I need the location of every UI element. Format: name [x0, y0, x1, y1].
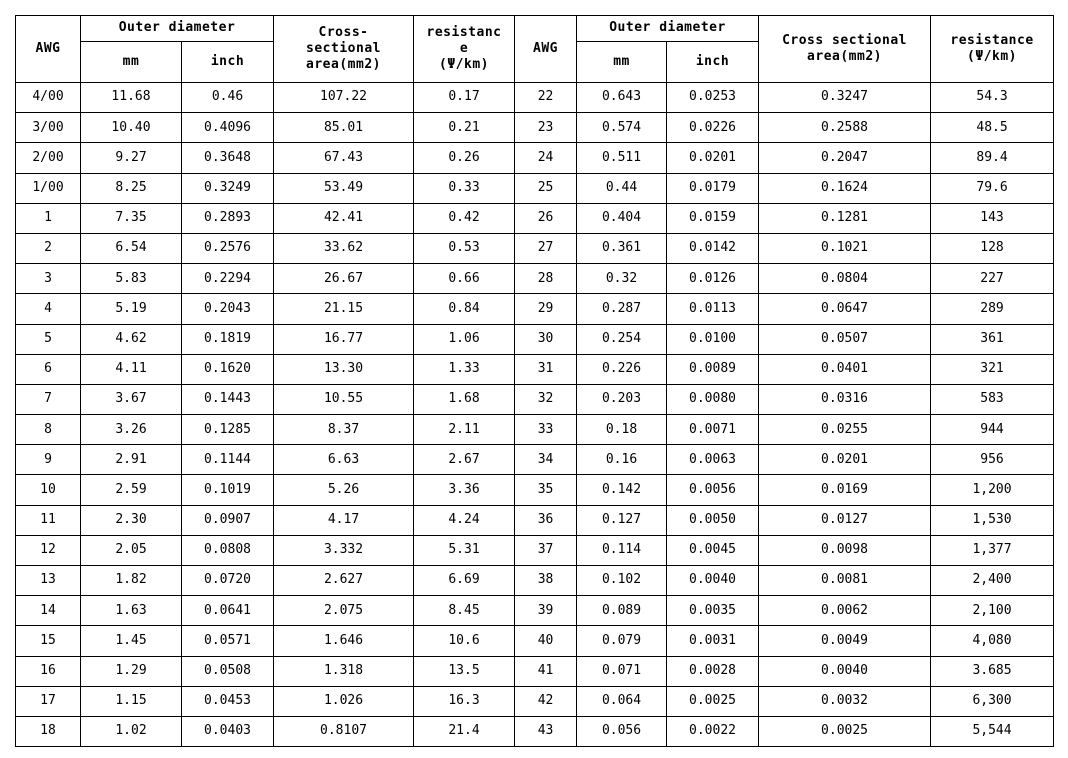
table-row: [16, 535, 1054, 565]
mm-right-cell: 0.079: [577, 626, 667, 656]
inch-right-cell: 0.0080: [667, 384, 759, 414]
table-body: [16, 83, 1054, 747]
table-row: [16, 505, 1054, 535]
cross-section-left-cell: 1.026: [274, 686, 414, 716]
mm-left-cell: 6.54: [81, 233, 182, 263]
mm-left-cell: 2.59: [81, 475, 182, 505]
resistance-right-cell: 956: [931, 445, 1054, 475]
inch-right-cell: 0.0063: [667, 445, 759, 475]
resistance-left-cell: 1.33: [414, 354, 515, 384]
header-resistance-left: resistanc e (Ψ/km): [414, 16, 515, 83]
awg-right-cell: 35: [515, 475, 577, 505]
mm-left-cell: 1.82: [81, 566, 182, 596]
cross-section-left-cell: 1.318: [274, 656, 414, 686]
cross-section-right-cell: 0.0169: [759, 475, 931, 505]
mm-left-cell: 1.29: [81, 656, 182, 686]
mm-left-cell: 5.19: [81, 294, 182, 324]
cross-section-right-cell: 0.0025: [759, 716, 931, 746]
mm-left-cell: 2.30: [81, 505, 182, 535]
awg-right-cell: 40: [515, 626, 577, 656]
inch-right-cell: 0.0159: [667, 203, 759, 233]
mm-right-cell: 0.254: [577, 324, 667, 354]
header-resistance-right: resistance (Ψ/km): [931, 16, 1054, 83]
resistance-right-cell: 583: [931, 384, 1054, 414]
resistance-right-cell: 54.3: [931, 83, 1054, 113]
cross-section-left-cell: 53.49: [274, 173, 414, 203]
awg-right-cell: 38: [515, 566, 577, 596]
awg-left-cell: 3/00: [16, 113, 81, 143]
resistance-left-cell: 0.42: [414, 203, 515, 233]
awg-left-cell: 18: [16, 716, 81, 746]
awg-right-cell: 37: [515, 535, 577, 565]
awg-right-cell: 41: [515, 656, 577, 686]
cross-section-left-cell: 67.43: [274, 143, 414, 173]
resistance-right-cell: 4,080: [931, 626, 1054, 656]
awg-left-cell: 13: [16, 566, 81, 596]
table-row: [16, 445, 1054, 475]
awg-right-cell: 27: [515, 233, 577, 263]
awg-left-cell: 11: [16, 505, 81, 535]
header-outer-diameter-right: Outer diameter: [577, 16, 759, 42]
inch-right-cell: 0.0226: [667, 113, 759, 143]
table-row: [16, 354, 1054, 384]
awg-right-cell: 29: [515, 294, 577, 324]
inch-left-cell: 0.3648: [182, 143, 274, 173]
awg-right-cell: 23: [515, 113, 577, 143]
resistance-left-cell: 3.36: [414, 475, 515, 505]
mm-right-cell: 0.071: [577, 656, 667, 686]
mm-right-cell: 0.18: [577, 415, 667, 445]
awg-left-cell: 8: [16, 415, 81, 445]
table-row: [16, 203, 1054, 233]
header-awg-left: AWG: [16, 16, 81, 83]
header-outer-diameter-left: Outer diameter: [81, 16, 274, 42]
inch-left-cell: 0.2294: [182, 264, 274, 294]
mm-left-cell: 2.05: [81, 535, 182, 565]
inch-left-cell: 0.0907: [182, 505, 274, 535]
cross-section-right-cell: 0.0040: [759, 656, 931, 686]
cross-section-left-cell: 10.55: [274, 384, 414, 414]
awg-right-cell: 42: [515, 686, 577, 716]
cross-section-right-cell: 0.0507: [759, 324, 931, 354]
resistance-left-cell: 4.24: [414, 505, 515, 535]
cross-section-left-cell: 16.77: [274, 324, 414, 354]
cross-section-left-cell: 5.26: [274, 475, 414, 505]
awg-right-cell: 36: [515, 505, 577, 535]
inch-left-cell: 0.0641: [182, 596, 274, 626]
inch-left-cell: 0.0508: [182, 656, 274, 686]
inch-right-cell: 0.0201: [667, 143, 759, 173]
resistance-right-cell: 3.685: [931, 656, 1054, 686]
table-row: [16, 113, 1054, 143]
table-row: [16, 626, 1054, 656]
inch-left-cell: 0.1019: [182, 475, 274, 505]
resistance-left-cell: 13.5: [414, 656, 515, 686]
cross-section-left-cell: 3.332: [274, 535, 414, 565]
header-inch-left: inch: [182, 42, 274, 83]
table-row: [16, 324, 1054, 354]
resistance-left-cell: 0.53: [414, 233, 515, 263]
awg-left-cell: 7: [16, 384, 81, 414]
table-row: [16, 716, 1054, 746]
awg-left-cell: 6: [16, 354, 81, 384]
mm-right-cell: 0.404: [577, 203, 667, 233]
mm-right-cell: 0.643: [577, 83, 667, 113]
inch-left-cell: 0.0808: [182, 535, 274, 565]
inch-right-cell: 0.0142: [667, 233, 759, 263]
awg-left-cell: 4: [16, 294, 81, 324]
cross-section-left-cell: 107.22: [274, 83, 414, 113]
awg-right-cell: 34: [515, 445, 577, 475]
cross-section-left-cell: 2.075: [274, 596, 414, 626]
inch-right-cell: 0.0025: [667, 686, 759, 716]
awg-right-cell: 26: [515, 203, 577, 233]
table-row: [16, 475, 1054, 505]
table-row: [16, 596, 1054, 626]
mm-right-cell: 0.089: [577, 596, 667, 626]
inch-right-cell: 0.0035: [667, 596, 759, 626]
cross-section-left-cell: 1.646: [274, 626, 414, 656]
awg-right-cell: 22: [515, 83, 577, 113]
resistance-left-cell: 1.06: [414, 324, 515, 354]
inch-left-cell: 0.0403: [182, 716, 274, 746]
resistance-right-cell: 79.6: [931, 173, 1054, 203]
resistance-left-cell: 2.11: [414, 415, 515, 445]
mm-right-cell: 0.226: [577, 354, 667, 384]
inch-left-cell: 0.2043: [182, 294, 274, 324]
inch-left-cell: 0.1285: [182, 415, 274, 445]
inch-left-cell: 0.4096: [182, 113, 274, 143]
awg-right-cell: 33: [515, 415, 577, 445]
resistance-left-cell: 0.33: [414, 173, 515, 203]
resistance-right-cell: 5,544: [931, 716, 1054, 746]
resistance-left-cell: 5.31: [414, 535, 515, 565]
mm-right-cell: 0.44: [577, 173, 667, 203]
cross-section-left-cell: 42.41: [274, 203, 414, 233]
header-cross-section-left: Cross- sectional area(mm2): [274, 16, 414, 83]
mm-left-cell: 9.27: [81, 143, 182, 173]
resistance-left-cell: 10.6: [414, 626, 515, 656]
mm-left-cell: 3.26: [81, 415, 182, 445]
awg-left-cell: 16: [16, 656, 81, 686]
resistance-right-cell: 1,200: [931, 475, 1054, 505]
mm-right-cell: 0.056: [577, 716, 667, 746]
table-row: [16, 233, 1054, 263]
inch-left-cell: 0.1443: [182, 384, 274, 414]
mm-left-cell: 11.68: [81, 83, 182, 113]
resistance-right-cell: 89.4: [931, 143, 1054, 173]
awg-left-cell: 15: [16, 626, 81, 656]
table-row: [16, 686, 1054, 716]
mm-left-cell: 8.25: [81, 173, 182, 203]
cross-section-left-cell: 33.62: [274, 233, 414, 263]
awg-wire-table: [15, 15, 1054, 747]
awg-left-cell: 12: [16, 535, 81, 565]
awg-right-cell: 28: [515, 264, 577, 294]
mm-left-cell: 1.45: [81, 626, 182, 656]
cross-section-right-cell: 0.2047: [759, 143, 931, 173]
header-row-1: [16, 16, 1054, 42]
resistance-left-cell: 8.45: [414, 596, 515, 626]
mm-right-cell: 0.574: [577, 113, 667, 143]
awg-left-cell: 2/00: [16, 143, 81, 173]
cross-section-right-cell: 0.0804: [759, 264, 931, 294]
resistance-left-cell: 0.17: [414, 83, 515, 113]
inch-right-cell: 0.0050: [667, 505, 759, 535]
cross-section-right-cell: 0.0401: [759, 354, 931, 384]
mm-right-cell: 0.511: [577, 143, 667, 173]
inch-right-cell: 0.0179: [667, 173, 759, 203]
inch-left-cell: 0.0571: [182, 626, 274, 656]
resistance-left-cell: 1.68: [414, 384, 515, 414]
mm-left-cell: 1.63: [81, 596, 182, 626]
resistance-left-cell: 6.69: [414, 566, 515, 596]
resistance-right-cell: 1,377: [931, 535, 1054, 565]
resistance-right-cell: 289: [931, 294, 1054, 324]
inch-left-cell: 0.2893: [182, 203, 274, 233]
mm-right-cell: 0.127: [577, 505, 667, 535]
cross-section-right-cell: 0.0201: [759, 445, 931, 475]
awg-left-cell: 10: [16, 475, 81, 505]
inch-left-cell: 0.3249: [182, 173, 274, 203]
mm-right-cell: 0.142: [577, 475, 667, 505]
cross-section-left-cell: 0.8107: [274, 716, 414, 746]
cross-section-right-cell: 0.1021: [759, 233, 931, 263]
inch-right-cell: 0.0022: [667, 716, 759, 746]
header-awg-right: AWG: [515, 16, 577, 83]
mm-left-cell: 10.40: [81, 113, 182, 143]
mm-right-cell: 0.361: [577, 233, 667, 263]
table-row: [16, 83, 1054, 113]
mm-right-cell: 0.064: [577, 686, 667, 716]
cross-section-right-cell: 0.2588: [759, 113, 931, 143]
inch-right-cell: 0.0253: [667, 83, 759, 113]
resistance-right-cell: 321: [931, 354, 1054, 384]
cross-section-left-cell: 26.67: [274, 264, 414, 294]
resistance-right-cell: 128: [931, 233, 1054, 263]
mm-right-cell: 0.102: [577, 566, 667, 596]
cross-section-right-cell: 0.0062: [759, 596, 931, 626]
resistance-left-cell: 21.4: [414, 716, 515, 746]
cross-section-left-cell: 85.01: [274, 113, 414, 143]
header-inch-right: inch: [667, 42, 759, 83]
table-row: [16, 384, 1054, 414]
table-row: [16, 264, 1054, 294]
awg-right-cell: 43: [515, 716, 577, 746]
resistance-left-cell: 2.67: [414, 445, 515, 475]
cross-section-left-cell: 2.627: [274, 566, 414, 596]
header-mm-left: mm: [81, 42, 182, 83]
awg-left-cell: 17: [16, 686, 81, 716]
inch-right-cell: 0.0113: [667, 294, 759, 324]
resistance-left-cell: 0.26: [414, 143, 515, 173]
awg-left-cell: 5: [16, 324, 81, 354]
cross-section-left-cell: 6.63: [274, 445, 414, 475]
awg-right-cell: 32: [515, 384, 577, 414]
awg-left-cell: 2: [16, 233, 81, 263]
mm-right-cell: 0.114: [577, 535, 667, 565]
table-row: [16, 173, 1054, 203]
awg-left-cell: 9: [16, 445, 81, 475]
resistance-right-cell: 227: [931, 264, 1054, 294]
inch-left-cell: 0.1620: [182, 354, 274, 384]
cross-section-left-cell: 4.17: [274, 505, 414, 535]
cross-section-right-cell: 0.0255: [759, 415, 931, 445]
inch-left-cell: 0.1144: [182, 445, 274, 475]
mm-left-cell: 4.11: [81, 354, 182, 384]
mm-left-cell: 3.67: [81, 384, 182, 414]
resistance-left-cell: 0.66: [414, 264, 515, 294]
cross-section-right-cell: 0.0316: [759, 384, 931, 414]
mm-left-cell: 4.62: [81, 324, 182, 354]
cross-section-right-cell: 0.0098: [759, 535, 931, 565]
cross-section-right-cell: 0.0032: [759, 686, 931, 716]
cross-section-right-cell: 0.0647: [759, 294, 931, 324]
cross-section-right-cell: 0.0127: [759, 505, 931, 535]
inch-left-cell: 0.46: [182, 83, 274, 113]
inch-right-cell: 0.0071: [667, 415, 759, 445]
inch-left-cell: 0.2576: [182, 233, 274, 263]
mm-right-cell: 0.32: [577, 264, 667, 294]
mm-left-cell: 5.83: [81, 264, 182, 294]
resistance-left-cell: 0.21: [414, 113, 515, 143]
header-mm-right: mm: [577, 42, 667, 83]
awg-right-cell: 24: [515, 143, 577, 173]
inch-right-cell: 0.0028: [667, 656, 759, 686]
mm-left-cell: 1.02: [81, 716, 182, 746]
table-row: [16, 656, 1054, 686]
table-row: [16, 566, 1054, 596]
cross-section-left-cell: 13.30: [274, 354, 414, 384]
mm-right-cell: 0.203: [577, 384, 667, 414]
awg-left-cell: 3: [16, 264, 81, 294]
resistance-left-cell: 0.84: [414, 294, 515, 324]
awg-left-cell: 1: [16, 203, 81, 233]
awg-right-cell: 25: [515, 173, 577, 203]
resistance-right-cell: 361: [931, 324, 1054, 354]
resistance-right-cell: 2,100: [931, 596, 1054, 626]
inch-right-cell: 0.0089: [667, 354, 759, 384]
mm-right-cell: 0.287: [577, 294, 667, 324]
mm-left-cell: 2.91: [81, 445, 182, 475]
table-row: [16, 415, 1054, 445]
inch-right-cell: 0.0040: [667, 566, 759, 596]
inch-left-cell: 0.0453: [182, 686, 274, 716]
resistance-right-cell: 1,530: [931, 505, 1054, 535]
table-row: [16, 143, 1054, 173]
resistance-right-cell: 6,300: [931, 686, 1054, 716]
awg-right-cell: 30: [515, 324, 577, 354]
inch-right-cell: 0.0031: [667, 626, 759, 656]
awg-right-cell: 31: [515, 354, 577, 384]
mm-left-cell: 1.15: [81, 686, 182, 716]
cross-section-right-cell: 0.1281: [759, 203, 931, 233]
awg-left-cell: 4/00: [16, 83, 81, 113]
resistance-left-cell: 16.3: [414, 686, 515, 716]
cross-section-right-cell: 0.0081: [759, 566, 931, 596]
inch-right-cell: 0.0045: [667, 535, 759, 565]
awg-right-cell: 39: [515, 596, 577, 626]
awg-left-cell: 14: [16, 596, 81, 626]
cross-section-left-cell: 8.37: [274, 415, 414, 445]
resistance-right-cell: 48.5: [931, 113, 1054, 143]
resistance-right-cell: 2,400: [931, 566, 1054, 596]
inch-left-cell: 0.0720: [182, 566, 274, 596]
mm-left-cell: 7.35: [81, 203, 182, 233]
inch-right-cell: 0.0056: [667, 475, 759, 505]
cross-section-right-cell: 0.3247: [759, 83, 931, 113]
cross-section-right-cell: 0.1624: [759, 173, 931, 203]
cross-section-left-cell: 21.15: [274, 294, 414, 324]
cross-section-right-cell: 0.0049: [759, 626, 931, 656]
table-row: [16, 294, 1054, 324]
resistance-right-cell: 944: [931, 415, 1054, 445]
inch-right-cell: 0.0100: [667, 324, 759, 354]
awg-left-cell: 1/00: [16, 173, 81, 203]
mm-right-cell: 0.16: [577, 445, 667, 475]
inch-left-cell: 0.1819: [182, 324, 274, 354]
resistance-right-cell: 143: [931, 203, 1054, 233]
inch-right-cell: 0.0126: [667, 264, 759, 294]
header-cross-section-right: Cross sectional area(mm2): [759, 16, 931, 83]
